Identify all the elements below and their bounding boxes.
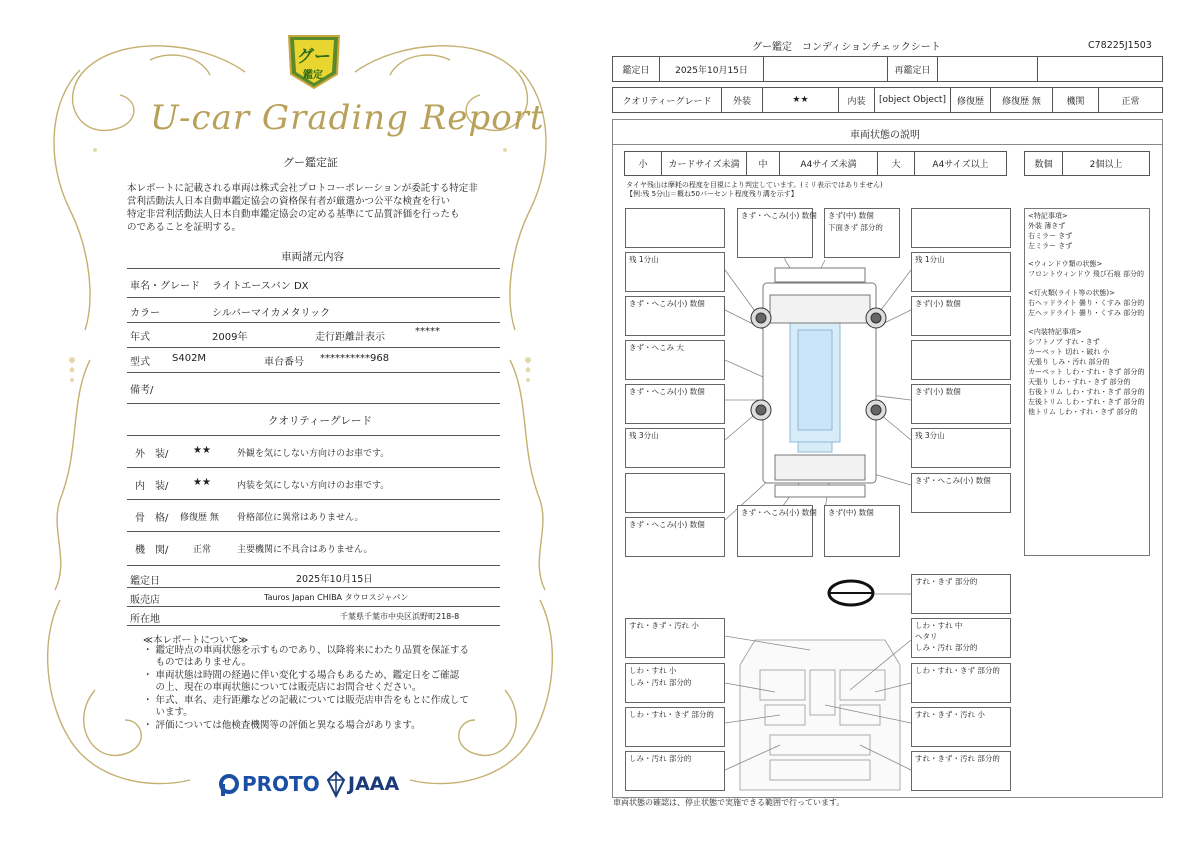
box-tire-front-right xyxy=(911,252,1011,292)
size-mid: 中 xyxy=(758,160,768,170)
sheet-code: C78225J1503 xyxy=(1088,40,1152,51)
address-label: 所在地 xyxy=(130,614,160,625)
feature-line: カーペット しわ・すれ・きず 部分的 xyxy=(1028,368,1145,376)
box-left-mid xyxy=(625,340,725,380)
shop-value: Tauros Japan CHIBA タウロスジャパン xyxy=(264,593,409,602)
box-text: きず・へこみ(小) 数個 xyxy=(629,387,705,396)
grade-label-interior: 内 装/ xyxy=(135,481,169,492)
box-carpet xyxy=(625,751,725,791)
intro-line: 特定非営利活動法人日本自動車鑑定協会の定める基準にて品質評価を行ったも xyxy=(127,209,460,220)
box-text: しみ・汚れ 部分的 xyxy=(629,754,692,763)
feature-line: シフトノブ すれ・きず xyxy=(1028,338,1100,346)
box-tire-rear-left xyxy=(625,428,725,468)
size-small: 小 xyxy=(638,160,648,170)
box-empty xyxy=(911,340,1011,380)
intro-line: 営利活動法人日本自動車鑑定協会の資格保有者が厳選かつ公平な検査を行い xyxy=(127,196,451,207)
grade-desc-interior: 内装を気にしない方向けのお車です。 xyxy=(237,481,390,491)
grade-value-frame: 修復歴 無 xyxy=(180,513,219,523)
grade-label-frame: 骨 格/ xyxy=(135,513,169,524)
box-text: 残 1分山 xyxy=(629,255,659,264)
grade-label-engine: 機 関/ xyxy=(135,545,169,556)
box-text: きず・へこみ(小) 数個 xyxy=(741,211,817,220)
specs-title: 車両諸元内容 xyxy=(281,251,344,263)
box-empty xyxy=(911,208,1011,248)
box-right-rear-door xyxy=(911,384,1011,424)
note-line: ・ 鑑定時点の車両状態を示すものであり、以降将来にわたり品質を保証する xyxy=(143,645,470,656)
note-line: ・ 年式、車名、走行距離などの記載については販売店申告をもとに作成して xyxy=(143,695,469,706)
repair-value: 修復歴 無 xyxy=(1002,96,1041,107)
box-text: きず・へこみ(小) 数個 xyxy=(629,299,705,308)
tire-note: タイヤ残山は摩耗の程度を目視により判定しています。(ミリ表示ではありません) xyxy=(626,181,883,189)
feature-line: 左ミラー きず xyxy=(1028,242,1073,250)
box-tire-rear-right xyxy=(911,428,1011,468)
box-text: しわ・すれ 小 xyxy=(629,666,677,675)
car-name-value: ライトエースバン DX xyxy=(212,281,309,292)
grade-desc-frame: 骨格部位に異常はありません。 xyxy=(237,513,364,523)
box-right-trim xyxy=(911,663,1011,703)
grade-value-interior: ★★ xyxy=(193,477,211,488)
tire-example: 【例:残 5分山＝概ね50パーセント程度残り溝を示す】 xyxy=(626,190,798,198)
box-text: へタリ xyxy=(915,632,938,641)
quality-label: クオリティーグレード xyxy=(622,96,712,107)
box-left-rear-door xyxy=(625,384,725,424)
certificate-title: グー鑑定証 xyxy=(283,156,338,169)
box-text: しみ・汚れ 部分的 xyxy=(629,678,692,687)
box-text: しわ・すれ・きず 部分的 xyxy=(629,710,714,719)
box-interior-ceiling xyxy=(625,618,725,658)
box-text: きず(小) 数個 xyxy=(915,387,961,396)
interior-label: 内装 xyxy=(847,96,866,107)
year-label: 年式 xyxy=(130,332,150,343)
feature-line: 他トリム しわ・すれ・きず 部分的 xyxy=(1028,408,1138,416)
remarks-label: 備考/ xyxy=(130,385,154,396)
size-large-desc: A4サイズ以上 xyxy=(932,160,989,170)
engine-value: 正常 xyxy=(1121,96,1140,107)
size-mid-desc: A4サイズ未満 xyxy=(800,160,857,170)
model-label: 型式 xyxy=(130,357,150,368)
color-value: シルバーマイカメタリック xyxy=(212,308,331,319)
box-text: きず(小) 数個 xyxy=(915,299,961,308)
color-label: カラー xyxy=(130,308,160,319)
note-line: ものではありません。 xyxy=(143,657,252,668)
box-left-rear xyxy=(625,517,725,557)
feature-line: <特記事項> xyxy=(1028,212,1068,220)
mileage-label: 走行距離計表示 xyxy=(315,332,385,343)
intro-line: 本レポートに記載される車両は株式会社プロトコーポレーションが委託する特定非 xyxy=(127,183,478,194)
year-value: 2009年 xyxy=(212,332,248,343)
interior-value: [object Object] xyxy=(879,95,946,105)
feature-line: 右ミラー きず xyxy=(1028,232,1073,240)
feature-line: 外装 薄きず xyxy=(1028,222,1066,230)
feature-line: 天張り しわ・すれ・きず 部分的 xyxy=(1028,378,1131,386)
box-empty xyxy=(625,208,725,248)
box-text: きず(中) 数個 xyxy=(828,508,874,517)
box-passenger-seat xyxy=(625,663,725,703)
box-rear xyxy=(824,505,900,557)
box-empty xyxy=(625,473,725,513)
note-line: います。 xyxy=(143,707,193,718)
feature-line: 左ヘッドライト 曇り・くすみ 部分的 xyxy=(1028,309,1145,317)
box-text: 残 3分山 xyxy=(629,431,659,440)
size-large: 大 xyxy=(891,160,901,170)
sheet-title: グー鑑定 コンディションチェックシート xyxy=(752,42,941,53)
box-text: 残 3分山 xyxy=(915,431,945,440)
feature-line: <灯火類(ライト等の状態)> xyxy=(1028,289,1115,297)
date-label: 鑑定日 xyxy=(622,65,650,76)
badge-top-text: グー xyxy=(297,47,331,67)
feature-line: カーペット 切れ・破れ 小 xyxy=(1028,348,1110,356)
condition-check-sheet xyxy=(600,0,1200,848)
car-name-label: 車名・グレード xyxy=(130,281,200,292)
grade-desc-engine: 主要機関に不具合はありません。 xyxy=(237,545,373,555)
grade-desc-exterior: 外観を気にしない方向けのお車です。 xyxy=(237,449,390,459)
box-text: きず・へこみ(小) 数個 xyxy=(915,476,991,485)
box-text: きず・へこみ 大 xyxy=(629,343,684,352)
box-text: きず・へこみ(小) 数個 xyxy=(741,508,817,517)
date-label: 鑑定日 xyxy=(130,576,160,587)
box-front xyxy=(824,208,900,258)
steering-wheel-icon xyxy=(829,581,873,605)
box-tire-front-left xyxy=(625,252,725,292)
box-left-trim xyxy=(625,707,725,747)
shop-label: 販売店 xyxy=(130,595,160,606)
box-driver-seat xyxy=(911,618,1011,658)
re-date-label: 再鑑定日 xyxy=(894,65,931,76)
repair-label: 修復歴 xyxy=(956,96,984,107)
footer-note: 車両状態の確認は、停止状態で実施できる範囲で行っています。 xyxy=(613,798,845,807)
grade-label-exterior: 外 装/ xyxy=(135,449,169,460)
box-text: きず・へこみ(小) 数個 xyxy=(629,520,705,529)
box-text: すれ・きず 部分的 xyxy=(915,577,978,586)
jaaa-logo-text: JAAA xyxy=(348,773,400,795)
box-text: しみ・汚れ 部分的 xyxy=(915,643,978,652)
feature-line: 天張り しみ・汚れ 部分的 xyxy=(1028,358,1110,366)
feature-line: フロントウィンドウ 飛び石痕 部分的 xyxy=(1028,270,1145,278)
grade-value-engine: 正常 xyxy=(193,545,212,555)
box-front-left xyxy=(737,208,817,258)
intro-line: のであることを証明する。 xyxy=(127,222,242,233)
box-shift-knob xyxy=(911,707,1011,747)
note-line: の上、現在の車両状態については販売店にお問合せください。 xyxy=(143,682,422,693)
chassis-value: **********968 xyxy=(320,353,390,364)
note-line: ・ 車両状態は時間の経過に伴い変化する場合もあるため、鑑定日をご確認 xyxy=(143,670,460,681)
engine-label: 機関 xyxy=(1066,96,1085,107)
box-rear-left xyxy=(737,505,817,557)
box-rear-area xyxy=(911,751,1011,791)
mileage-value: ***** xyxy=(415,326,440,337)
address-value: 千葉県千葉市中央区浜野町218-8 xyxy=(340,612,460,621)
box-text: きず(中) 数個 xyxy=(828,211,874,220)
size-small-desc: カードサイズ未満 xyxy=(668,160,740,170)
chassis-label: 車台番号 xyxy=(264,357,304,368)
box-text: 下面きず 部分的 xyxy=(828,223,883,232)
script-title: U-car Grading Report xyxy=(150,98,545,138)
box-text: すれ・きず・汚れ 小 xyxy=(629,621,699,630)
box-steering xyxy=(911,574,1011,614)
date-value: 2025年10月15日 xyxy=(296,574,373,585)
exterior-value: ★★ xyxy=(792,95,809,105)
count-desc: 2個以上 xyxy=(1089,160,1123,170)
feature-line: 左後トリム しわ・すれ・きず 部分的 xyxy=(1028,398,1145,406)
box-right-rear xyxy=(911,473,1011,513)
date-value: 2025年10月15日 xyxy=(675,65,748,76)
box-text: しわ・すれ・きず 部分的 xyxy=(915,666,1000,675)
feature-line: <内装特記事項> xyxy=(1028,328,1082,336)
count-label: 数個 xyxy=(1034,160,1053,170)
feature-line: <ウィンドウ類の状態> xyxy=(1028,260,1103,268)
quality-title: クオリティーグレード xyxy=(268,415,372,427)
feature-line: 右後トリム しわ・すれ・きず 部分的 xyxy=(1028,388,1145,396)
exterior-label: 外装 xyxy=(732,96,751,107)
model-value: S402M xyxy=(172,353,207,364)
grade-value-exterior: ★★ xyxy=(193,445,211,456)
box-left-front-door xyxy=(625,296,725,336)
box-text: しわ・すれ 中 xyxy=(915,621,963,630)
status-title: 車両状態の説明 xyxy=(850,130,920,141)
box-text: 残 1分山 xyxy=(915,255,945,264)
badge-bottom-text: 鑑定 xyxy=(303,70,323,81)
box-right-front-door xyxy=(911,296,1011,336)
proto-logo-text: PROTO xyxy=(242,772,320,796)
goo-kantei-badge xyxy=(285,30,343,92)
box-text: すれ・きず・汚れ 部分的 xyxy=(915,754,1000,763)
note-line: ・ 評価については他検査機関等の評価と異なる場合があります。 xyxy=(143,720,421,731)
notes-title: ≪本レポートについて≫ xyxy=(143,635,249,646)
features-panel xyxy=(1024,208,1150,556)
box-text: すれ・きず・汚れ 小 xyxy=(915,710,985,719)
feature-line: 右ヘッドライト 曇り・くすみ 部分的 xyxy=(1028,299,1145,307)
